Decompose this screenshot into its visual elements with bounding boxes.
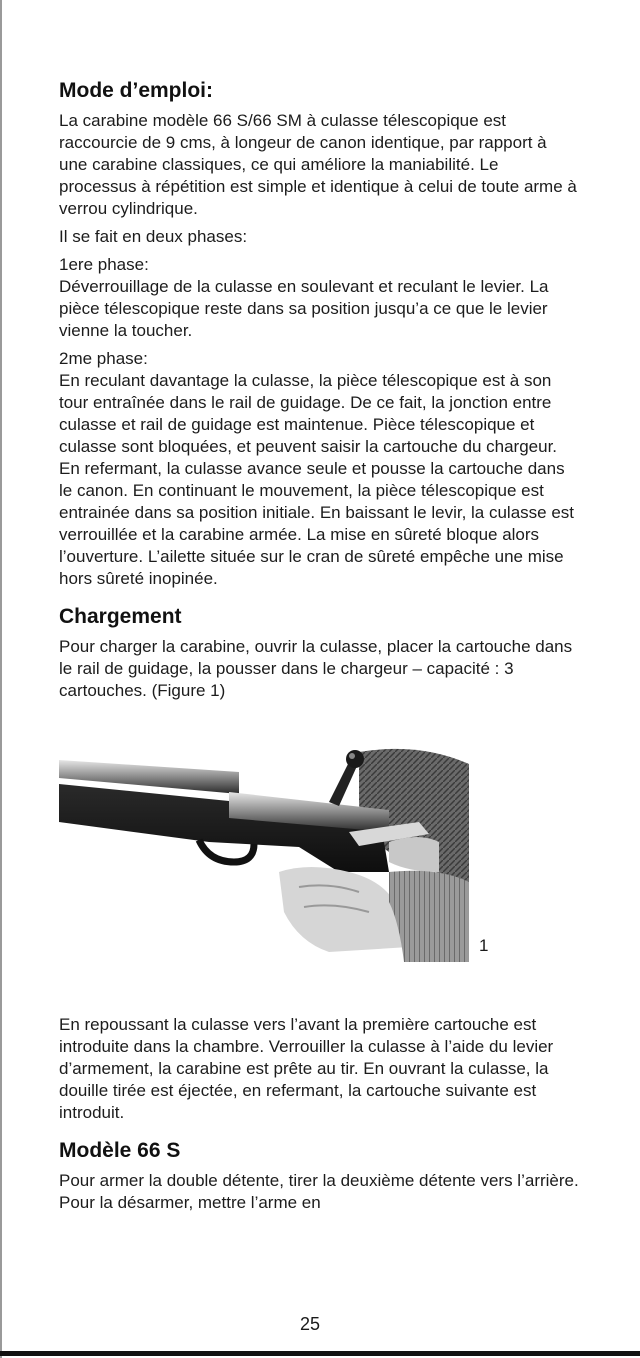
figure-number: 1 [479, 936, 489, 955]
phase2-text: En reculant davantage la culasse, la pièce télescopique est à son tour entraînée dans le rail de guidage. De ce fait, la jonction entre culasse et rail de guidage est maintenue. Pièce télescopique et culasse sont bloquées, et peuvent saisir la cartouche du chargeur. En refermant, la culasse avance seule et pousse la cartouche dans le canon. En continuant le mouvement, la pièce télescopique est entrainée dans sa position initiale. En baissant le levir, la culasse est verrouillée et la carabine armée. La mise en sûreté bloque alors l’ouverture. L’ailette située sur le cran de sûreté empêche une mise hors sûreté inopinée. [59, 371, 575, 588]
phase2-label: 2me phase: [59, 349, 148, 368]
section-heading-chargement: Chargement [59, 605, 182, 628]
page-edge-rule [0, 0, 2, 1358]
page-bottom-rule [0, 1351, 640, 1356]
after-figure-paragraph: En repoussant la culasse vers l’avant la première cartouche est introduite dans la chambre. Verrouiller la culasse à l’aide du levier d’armement, la carabine est prête au tir. En ouvrant la culasse, la douille tirée est éjectée, en refermant, la cartouche suivante est introduit. [59, 1015, 554, 1122]
phases-intro: Il se fait en deux phases: [59, 227, 248, 246]
document-page [59, 78, 579, 1220]
chargement-paragraph: Pour charger la carabine, ouvrir la culasse, placer la cartouche dans le rail de guidage, la pousser dans le chargeur – capacité : 3 cartouches. (Figure 1) [59, 637, 573, 700]
phase1-text: Déverrouillage de la culasse en soulevant et reculant le levier. La pièce télescopique reste dans sa position jusqu’a ce que le levier vienne la toucher. [59, 277, 549, 340]
modele-paragraph: Pour armer la double détente, tirer la deuxième détente vers l’arrière. Pour la désarmer, mettre l’arme en [59, 1171, 579, 1212]
phase1-label: 1ere phase: [59, 255, 149, 274]
section-heading-modele-66s: Modèle 66 S [59, 1139, 181, 1162]
section-heading-mode-emploi: Mode d’emploi: [59, 79, 213, 102]
figure-1 [59, 722, 579, 1002]
page-number: 25 [299, 1314, 321, 1334]
intro-paragraph: La carabine modèle 66 S/66 SM à culasse télescopique est raccourcie de 9 cms, à longeur de canon identique, par rapport à une carabine classiques, ce qui améliore la maniabilité. Le processus à répétition est simple et identique à celui de toute arme à verrou cylindrique. [59, 111, 577, 218]
rifle-loading-photo [59, 722, 479, 962]
